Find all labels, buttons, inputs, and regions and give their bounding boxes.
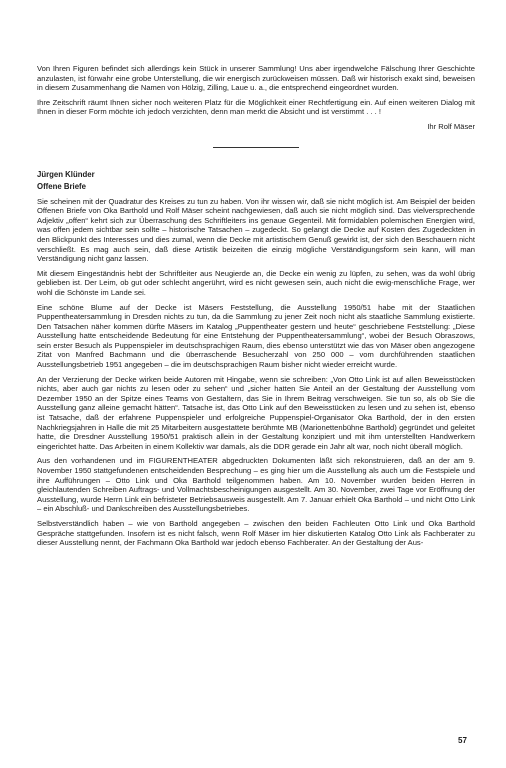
article-title: Offene Briefe [37, 181, 86, 191]
body-paragraph-4: An der Verzierung der Decke wirken beide Autoren mit Hingabe, wenn sie schreiben: „Von Otto Link ist auf allen Beweisstücken nichts, aber auch gar nichts zu lesen oder zu sehen“ und „sicher hatten Sie Anteil an der Gestaltung der Ausstellung vom Dezember 1950 an der Spitze eines Teams von Gestaltern, das Sie in Ihrem Beitrag verschweigen. Sie tun so, als ob Sie die Ausstellung ganz alleine gemacht hätten“. Tatsache ist, das Otto Link auf den Beweisstücken zu lesen und zu sehen ist, ebenso ist Tatsache, daß der erfahrene Puppenspieler und erfolgreiche Puppenspiel-Organisator Oka Barthold, der in den ersten Nachkriegsjahren in Halle die mit 25 Mitarbeitern ausgestattete berühmte MB (Marionettenbühne Barthold) gegründet und geleitet hatte, die Dresdner Ausstellung 1950/51 praktisch allein in der Gestaltung konzipiert und mit ihm unterstellten Handwerkern eingerichtet hatte. Das Arbeiten in einem Kollektiv war damals, als die DDR gerade ein Jahr alt war, noch nicht überall möglich. [37, 374, 475, 451]
page-number: 57 [458, 736, 467, 745]
body-paragraph-5: Aus den vorhandenen und im FIGURENTHEATER abgedruckten Dokumenten läßt sich rekonstruieren, daß an der am 9. November 1950 stattgefundenen entscheidenden Besprechung – es ging hier um die Ausstellung als auch um die Festspiele und ihre Aufführungen – Otto Link und Oka Barthold teilgenommen haben. Am 10. November wurden beiden Herren in gleichlautenden Schreiben Auftrags- und Vollmachtsbescheinigungen ausgestellt. Am 30. November, zwei Tage vor Eröffnung der Ausstellung, wurde Herrn Link ein befristeter Betriebsausweis ausgestellt. Am 7. Januar erhielt Oka Barthold – und nicht Otto Link – ein Abschluß- und Dankschreiben des Ausstellungsbetriebes. [37, 456, 475, 514]
document-page [37, 64, 475, 553]
body-paragraph-6: Selbstverständlich haben – wie von Barthold angegeben – zwischen den beiden Fachleuten Otto Link und Oka Barthold Gespräche stattgefunden. Insofern ist es nicht falsch, wenn Rolf Mäser im hier diskutierten Katalog Otto Link als Fachberater zu dieser Ausstellung nennt, der Fachmann Oka Barthold war jedoch ebenso Fachberater. An der Gestaltung der Aus- [37, 518, 475, 548]
intro-closing-paragraph [37, 98, 475, 117]
body-paragraph-2: Mit diesem Eingeständnis hebt der Schriftleiter aus Neugierde an, die Decke ein wenig zu lüpfen, zu sehen, was da wohl übrig geblieben ist. Der Leim, ob gut oder schlecht angerührt, wird es nicht gewesen sein, auch nicht die ewig-menschliche Frage, wer wohl die Schönste im Lande sei. [37, 268, 475, 297]
author-name: Jürgen Klünder [37, 169, 95, 179]
intro-paragraph: Von Ihren Figuren befindet sich allerdings kein Stück in unserer Sammlung! Uns aber irgendwelche Fälschung Ihrer Geschichte anzulasten, ist fürwahr eine grobe Unterstellung, die wir energisch zurückweisen müssen. Daß wir historisch exakt sind, beweisen in diesem Zusammenhang die Namen von Hölzig, Zilling, Laue u. a., die entsprechend eingeordnet wurden. [37, 64, 475, 93]
intro-signature: Ihr Rolf Mäser [427, 121, 475, 131]
intro-closing-text: Ihre Zeitschrift räumt Ihnen sicher noch weiteren Platz für die Möglichkeit einer Rechtfertigung ein. Auf einen weiteren Dialog mit Ihnen in dieser Form möchte ich jedoch verzichten, denn man merkt die Absicht und ist verstimmt . . . ! [37, 97, 475, 117]
intro-signature-line [37, 122, 475, 132]
body-paragraph-1: Sie scheinen mit der Quadratur des Kreises zu tun zu haben. Von ihr wissen wir, daß sie nicht möglich ist. Am Beispiel der beiden Offenen Briefe von Oka Barthold und Rolf Mäser scheint nachgewiesen, daß auch sie nicht möglich sind. Das vielversprechende Adjektiv „offen“ kehrt sich zur Überraschung des Schriftleiters ins genaue Gegenteil. Mit formidablen polemischen Energien wird, was offen jedem sichtbar sein sollte – historische Tatsachen – zugedeckt. So gelangt die Decke auf Kosten des Zugedeckten in den Blickpunkt des Interesses und dies zumal, wenn die Decke mit artistischem Genuß gewirkt ist, der sich den Beschauern nicht verschließt. Es mag auch sein, daß diese Artistik beizeiten die einzig mögliche Verständigungsform sein kann, will man Verständigung nicht ganz lassen. [37, 196, 475, 264]
body-paragraph-3: Eine schöne Blume auf der Decke ist Mäsers Feststellung, die Ausstellung 1950/51 habe mit der Staatlichen Puppentheatersammlung in Dresden nichts zu tun, da die Sammlung zu jener Zeit noch nicht als staatliche Sammlung existierte. Den Tatsachen näher kommen dürfte Mäsers im Katalog „Puppentheater gestern und heute“ geschriebene Feststellung: „Diese Ausstellung hatte entscheidende Bedeutung für eine Entstehung der Puppentheatersammlung“, wobei der Besuch Obraszows, sein erster Besuch als Puppenspieler im deutschsprachigen Raum, dies ebenso unterstützt wie das von Mäser oben angezogene Zitat von Manfred Bachmann und die überraschende Besucherzahl von 250 000 – vom durchführenden staatlichen Ausstellungsbetrieb 1951 angegeben – die im deutschsprachigen Raum bisher nicht wieder erreicht wurde. [37, 302, 475, 370]
section-divider [213, 147, 299, 148]
